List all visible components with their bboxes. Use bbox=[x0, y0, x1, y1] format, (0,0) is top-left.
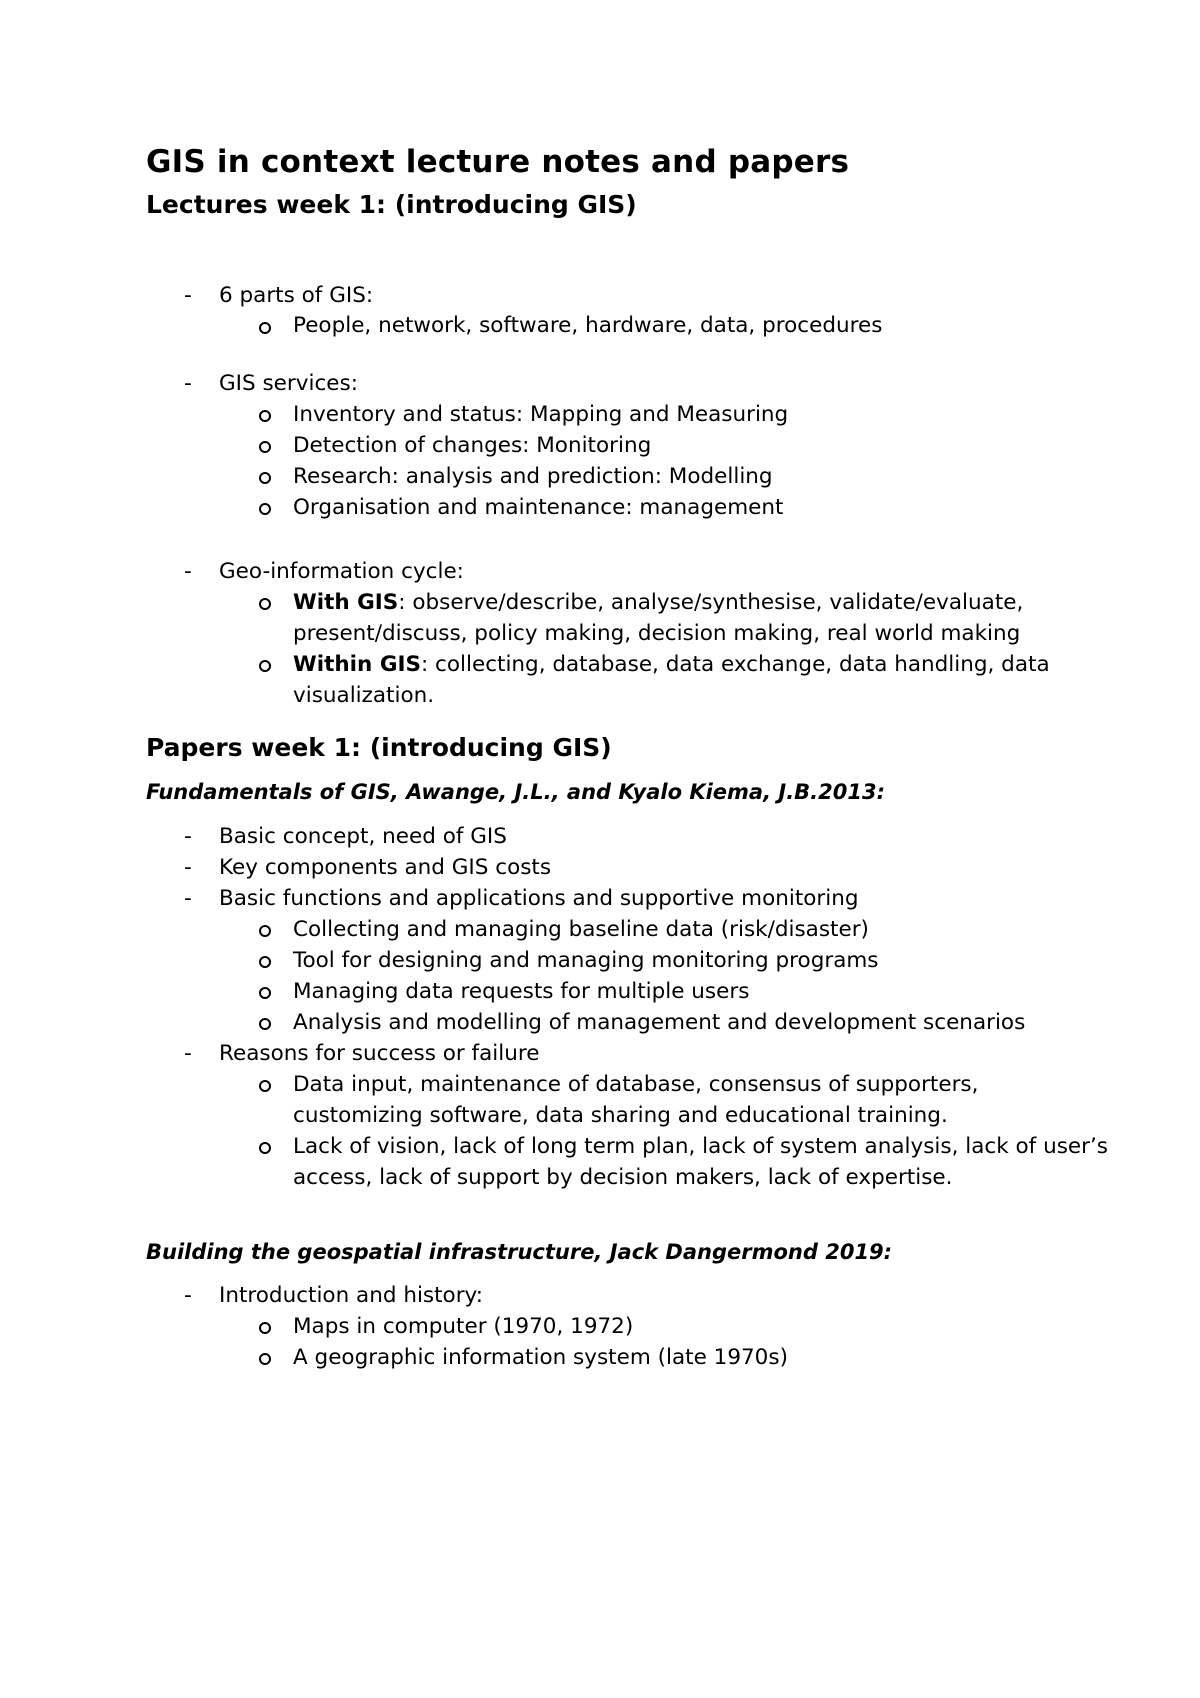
sub-list-item: Analysis and modelling of management and development scenarios bbox=[146, 1007, 1153, 1038]
document-page bbox=[146, 140, 1109, 1373]
circle-bullet-icon bbox=[259, 987, 271, 999]
circle-bullet-icon bbox=[259, 472, 271, 484]
dash-bullet: - bbox=[184, 283, 192, 308]
dash-bullet: - bbox=[184, 1041, 192, 1066]
sub-list-item: With GIS: observe/describe, analyse/synthesise, validate/evaluate, present/discuss, policy making, decision making, real world making bbox=[146, 587, 1163, 649]
dash-bullet: - bbox=[184, 1283, 192, 1308]
sub-list-item: Managing data requests for multiple users bbox=[146, 976, 1066, 1007]
circle-bullet-icon bbox=[259, 1080, 271, 1092]
page-title: GIS in context lecture notes and papers bbox=[146, 144, 850, 180]
sub-list-item: Organisation and maintenance: management bbox=[146, 492, 1066, 523]
circle-bullet-icon bbox=[259, 598, 271, 610]
dash-bullet: - bbox=[184, 855, 192, 880]
circle-bullet-icon bbox=[259, 1018, 271, 1030]
papers-week1-heading: Papers week 1: (introducing GIS) bbox=[146, 733, 612, 762]
list-item: - Basic functions and applications and supportive monitoring bbox=[146, 883, 1066, 914]
circle-bullet-icon bbox=[259, 322, 271, 334]
dash-bullet: - bbox=[184, 824, 192, 849]
circle-bullet-icon bbox=[259, 1322, 271, 1334]
sub-list-item: Maps in computer (1970, 1972) bbox=[146, 1311, 1066, 1342]
sub-list-item: Detection of changes: Monitoring bbox=[146, 430, 1066, 461]
sub-list-item: Data input, maintenance of database, consensus of supporters, customizing software, data sharing and educational training. bbox=[146, 1069, 1093, 1131]
list-item: - 6 parts of GIS: bbox=[146, 280, 1066, 311]
list-group-geo-cycle bbox=[146, 556, 1066, 711]
sub-list-item: Collecting and managing baseline data (risk/disaster) bbox=[146, 914, 1066, 945]
sub-list-item: Lack of vision, lack of long term plan, lack of system analysis, lack of user’s access, lack of support by decision makers, lack of expertise. bbox=[146, 1131, 1173, 1193]
circle-bullet-icon bbox=[259, 503, 271, 515]
sub-list-item: People, network, software, hardware, data, procedures bbox=[146, 311, 1066, 340]
list-group-parts bbox=[146, 280, 1066, 340]
dash-bullet: - bbox=[184, 559, 192, 584]
list-item: - Reasons for success or failure bbox=[146, 1038, 1066, 1069]
circle-bullet-icon bbox=[259, 441, 271, 453]
circle-bullet-icon bbox=[259, 1142, 271, 1154]
sub-list-item: A geographic information system (late 1970s) bbox=[146, 1342, 1066, 1373]
dash-bullet: - bbox=[184, 371, 192, 396]
list-item: - Introduction and history: bbox=[146, 1280, 1066, 1311]
circle-bullet-icon bbox=[259, 660, 271, 672]
circle-bullet-icon bbox=[259, 956, 271, 968]
circle-bullet-icon bbox=[259, 410, 271, 422]
paper2-title: Building the geospatial infrastructure, Jack Dangermond 2019: bbox=[146, 1240, 893, 1264]
list-group-services bbox=[146, 368, 1066, 523]
dash-bullet: - bbox=[184, 886, 192, 911]
sub-list-item: Within GIS: collecting, database, data exchange, data handling, data visualization. bbox=[146, 649, 1163, 711]
paper1-title: Fundamentals of GIS, Awange, J.L., and Kyalo Kiema, J.B.2013: bbox=[146, 780, 885, 804]
list-item: - Geo-information cycle: bbox=[146, 556, 1066, 587]
lectures-week1-heading: Lectures week 1: (introducing GIS) bbox=[146, 190, 637, 219]
circle-bullet-icon bbox=[259, 1353, 271, 1365]
circle-bullet-icon bbox=[259, 925, 271, 937]
list-item: - Basic concept, need of GIS bbox=[146, 821, 1066, 852]
sub-list-item: Tool for designing and managing monitoring programs bbox=[146, 945, 1066, 976]
list-item: - GIS services: bbox=[146, 368, 1066, 399]
list-item: - Key components and GIS costs bbox=[146, 852, 1066, 883]
paper2-list bbox=[146, 1280, 1066, 1373]
paper1-list bbox=[146, 821, 1109, 1193]
sub-list-item: Research: analysis and prediction: Modelling bbox=[146, 461, 1066, 492]
sub-list-item: Inventory and status: Mapping and Measuring bbox=[146, 399, 1066, 430]
